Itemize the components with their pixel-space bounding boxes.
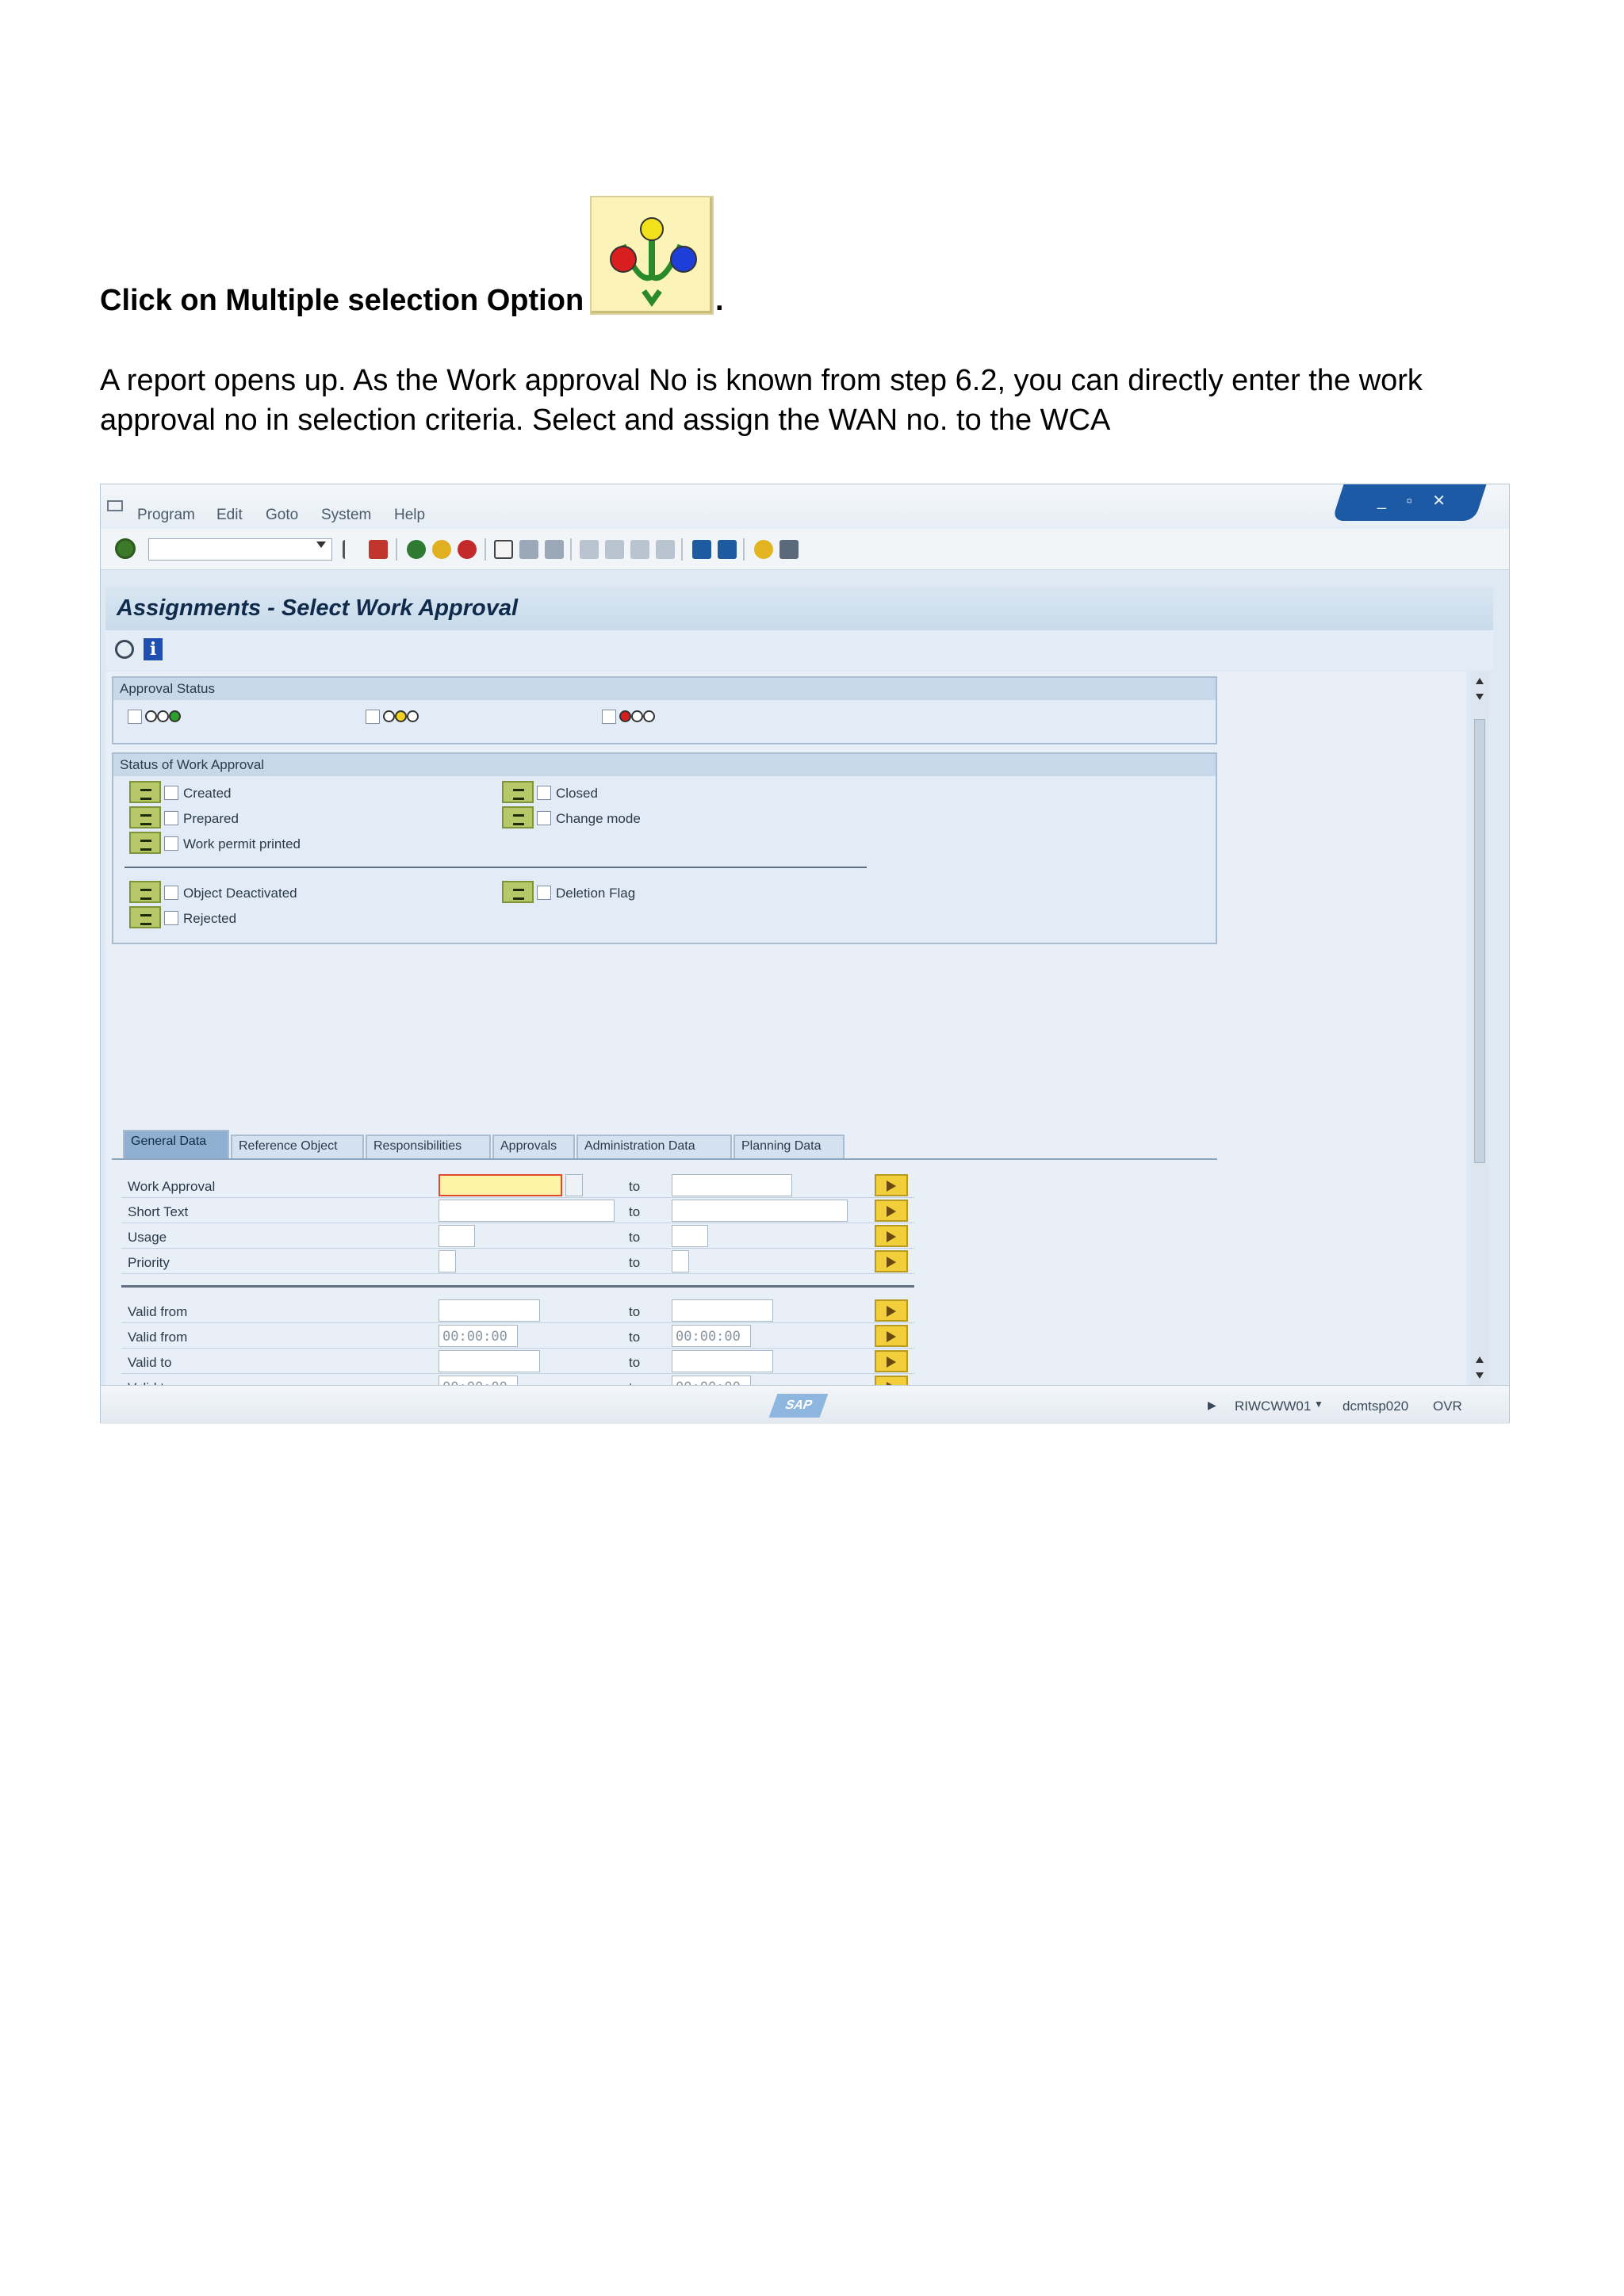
last-page-icon[interactable] [656, 540, 675, 559]
multiple-selection-arrow-icon[interactable] [875, 1174, 908, 1196]
selection-option-button[interactable] [129, 806, 161, 828]
selection-option-button[interactable] [129, 832, 161, 854]
help-icon[interactable] [754, 540, 773, 559]
priority-label: Priority [128, 1255, 170, 1270]
next-page-icon[interactable] [630, 540, 649, 559]
sap-window [100, 484, 1510, 1423]
work-permit-printed-checkbox[interactable] [164, 836, 178, 851]
layout-menu-icon[interactable] [779, 540, 799, 559]
usage-label: Usage [128, 1230, 167, 1245]
work-approval-status-group [112, 752, 1217, 944]
standard-toolbar [101, 529, 1509, 570]
insert-mode: OVR [1433, 1399, 1462, 1414]
to-label: to [629, 1204, 641, 1219]
usage-from-input[interactable] [439, 1225, 475, 1247]
menu-system[interactable]: System [321, 507, 372, 523]
short-text-to-input[interactable] [672, 1200, 848, 1222]
form-row-priority [121, 1249, 914, 1274]
selection-option-button[interactable] [129, 781, 161, 803]
multiple-selection-arrow-icon[interactable] [875, 1350, 908, 1372]
to-label: to [629, 1304, 641, 1319]
change-mode-checkbox[interactable] [537, 811, 551, 825]
approval-status-yellow-checkbox[interactable] [366, 710, 380, 724]
object-deactivated-checkbox[interactable] [164, 886, 178, 900]
object-deactivated-label: Object Deactivated [183, 886, 297, 901]
closed-label: Closed [556, 786, 598, 801]
find-next-icon[interactable] [545, 540, 564, 559]
to-label: to [629, 1255, 641, 1270]
tab-planning-data[interactable]: Planning Data [733, 1135, 845, 1158]
multiple-selection-option-icon [590, 196, 714, 315]
toolbar-separator [743, 538, 745, 561]
form-row-work-approval [121, 1173, 914, 1198]
tab-approvals[interactable]: Approvals [492, 1135, 575, 1158]
yellow-traffic-light-icon [383, 710, 419, 726]
selection-option-button[interactable] [502, 781, 534, 803]
deletion-flag-checkbox[interactable] [537, 886, 551, 900]
save-icon[interactable] [369, 540, 388, 559]
menu-program[interactable]: Program [137, 507, 195, 523]
tab-general-data[interactable]: General Data [123, 1130, 229, 1158]
toolbar-separator [485, 538, 486, 561]
value-help-icon[interactable] [565, 1174, 583, 1196]
new-session-icon[interactable] [692, 540, 711, 559]
multiple-selection-arrow-icon[interactable] [875, 1200, 908, 1222]
heading-period: . [715, 284, 724, 317]
title-bar [105, 586, 1493, 630]
previous-page-icon[interactable] [605, 540, 624, 559]
program-name[interactable]: RIWCWW01 [1235, 1399, 1312, 1414]
toolbar-separator [396, 538, 397, 561]
work-approval-label: Work Approval [128, 1179, 216, 1194]
program-dropdown-icon[interactable]: ▼ [1314, 1399, 1323, 1410]
usage-to-input[interactable] [672, 1225, 708, 1247]
scroll-up-icon[interactable] [1476, 678, 1484, 684]
selection-option-button[interactable] [129, 906, 161, 928]
status-bar [101, 1385, 1509, 1424]
first-page-icon[interactable] [580, 540, 599, 559]
approval-status-red-checkbox[interactable] [602, 710, 616, 724]
valid-from-label: Valid from [128, 1304, 188, 1319]
server-name: dcmtsp020 [1342, 1399, 1409, 1414]
status-divider [124, 867, 867, 868]
scroll-page-up-icon[interactable] [1476, 694, 1484, 700]
tab-strip [112, 1130, 1217, 1158]
instruction-heading: Click on Multiple selection Option [100, 284, 584, 317]
application-toolbar [105, 630, 1493, 670]
selection-option-button[interactable] [502, 881, 534, 903]
form-row-usage [121, 1223, 914, 1249]
approval-status-group [112, 676, 1217, 744]
sap-logo: SAP [769, 1394, 829, 1418]
exit-icon[interactable] [432, 540, 451, 559]
created-label: Created [183, 786, 232, 801]
cancel-icon[interactable] [458, 540, 477, 559]
status-expand-icon[interactable]: ▶ [1208, 1399, 1216, 1411]
form-row-valid-from-date [121, 1298, 914, 1323]
selection-option-button[interactable] [129, 881, 161, 903]
instruction-paragraph: A report opens up. As the Work approval No is known from step 6.2, you can directly enter the work approval no in selection criteria. Select and assign the WAN no. to the WCA [100, 364, 1423, 437]
valid-from-date-to-input[interactable] [672, 1299, 773, 1322]
system-menu-icon[interactable] [107, 500, 123, 511]
menu-help[interactable]: Help [394, 507, 426, 523]
shortcut-icon[interactable] [718, 540, 737, 559]
command-dropdown-icon[interactable] [316, 541, 326, 548]
scroll-down-icon[interactable] [1476, 1372, 1484, 1379]
menu-edit[interactable]: Edit [216, 507, 243, 523]
form-row-valid-from-time [121, 1323, 914, 1349]
tab-responsibilities[interactable]: Responsibilities [366, 1135, 491, 1158]
short-text-from-input[interactable] [439, 1200, 615, 1222]
valid-to-date-input[interactable] [439, 1350, 540, 1372]
valid-to-label: Valid to [128, 1355, 172, 1370]
deletion-flag-label: Deletion Flag [556, 886, 636, 901]
created-checkbox[interactable] [164, 786, 178, 800]
selection-option-button[interactable] [502, 806, 534, 828]
tab-administration-data[interactable]: Administration Data [576, 1135, 732, 1158]
work-approval-to-input[interactable] [672, 1174, 792, 1196]
red-traffic-light-icon [619, 710, 655, 726]
to-label: to [629, 1330, 641, 1345]
multiple-selection-arrow-icon[interactable] [875, 1325, 908, 1347]
prepared-label: Prepared [183, 811, 239, 826]
info-icon[interactable]: i [144, 638, 163, 660]
short-text-label: Short Text [128, 1204, 189, 1219]
print-icon[interactable] [494, 540, 513, 559]
to-label: to [629, 1355, 641, 1370]
multiple-selection-arrow-icon[interactable] [875, 1225, 908, 1247]
back-icon[interactable] [407, 540, 426, 559]
find-icon[interactable] [519, 540, 538, 559]
valid-from-time-label: Valid from [128, 1330, 188, 1345]
toolbar-separator [681, 538, 683, 561]
work-permit-printed-label: Work permit printed [183, 836, 301, 851]
prepared-checkbox[interactable] [164, 811, 178, 825]
window-buttons[interactable]: _ ▫ ✕ [1377, 492, 1454, 510]
change-mode-label: Change mode [556, 811, 641, 826]
enter-check-icon[interactable] [115, 538, 136, 559]
execute-icon[interactable] [115, 640, 134, 659]
valid-to-date-to-input[interactable] [672, 1350, 773, 1372]
work-approval-from-input[interactable] [439, 1174, 562, 1196]
rejected-checkbox[interactable] [164, 911, 178, 925]
priority-from-input[interactable] [439, 1250, 456, 1272]
section-divider [121, 1285, 914, 1288]
scroll-page-down-icon[interactable] [1476, 1357, 1484, 1363]
multiple-selection-arrow-icon[interactable] [875, 1299, 908, 1322]
work-approval-status-title: Status of Work Approval [113, 754, 1216, 776]
tab-underline [112, 1158, 1217, 1160]
menu-goto[interactable]: Goto [266, 507, 299, 523]
approval-status-green-checkbox[interactable] [128, 710, 142, 724]
selection-screen [105, 672, 1466, 1385]
closed-checkbox[interactable] [537, 786, 551, 800]
approval-status-title: Approval Status [113, 678, 1216, 700]
back-history-icon[interactable] [343, 540, 362, 559]
multiple-selection-arrow-icon[interactable] [875, 1250, 908, 1272]
toolbar-separator [570, 538, 572, 561]
rejected-label: Rejected [183, 911, 237, 926]
scroll-thumb[interactable] [1474, 719, 1485, 1163]
menu-bar [101, 484, 1509, 529]
valid-from-time-to-input[interactable]: 00:00:00 [672, 1325, 751, 1347]
to-label: to [629, 1230, 641, 1245]
form-row-valid-to-date [121, 1349, 914, 1374]
priority-to-input[interactable] [672, 1250, 689, 1272]
valid-from-date-input[interactable] [439, 1299, 540, 1322]
valid-from-time-input[interactable]: 00:00:00 [439, 1325, 518, 1347]
to-label: to [629, 1179, 641, 1194]
page-title: Assignments - Select Work Approval [117, 595, 519, 621]
command-field[interactable] [148, 538, 332, 561]
green-traffic-light-icon [145, 710, 181, 726]
form-row-short-text [121, 1198, 914, 1223]
vertical-scrollbar[interactable] [1471, 672, 1488, 1385]
tab-reference-object[interactable]: Reference Object [231, 1135, 364, 1158]
